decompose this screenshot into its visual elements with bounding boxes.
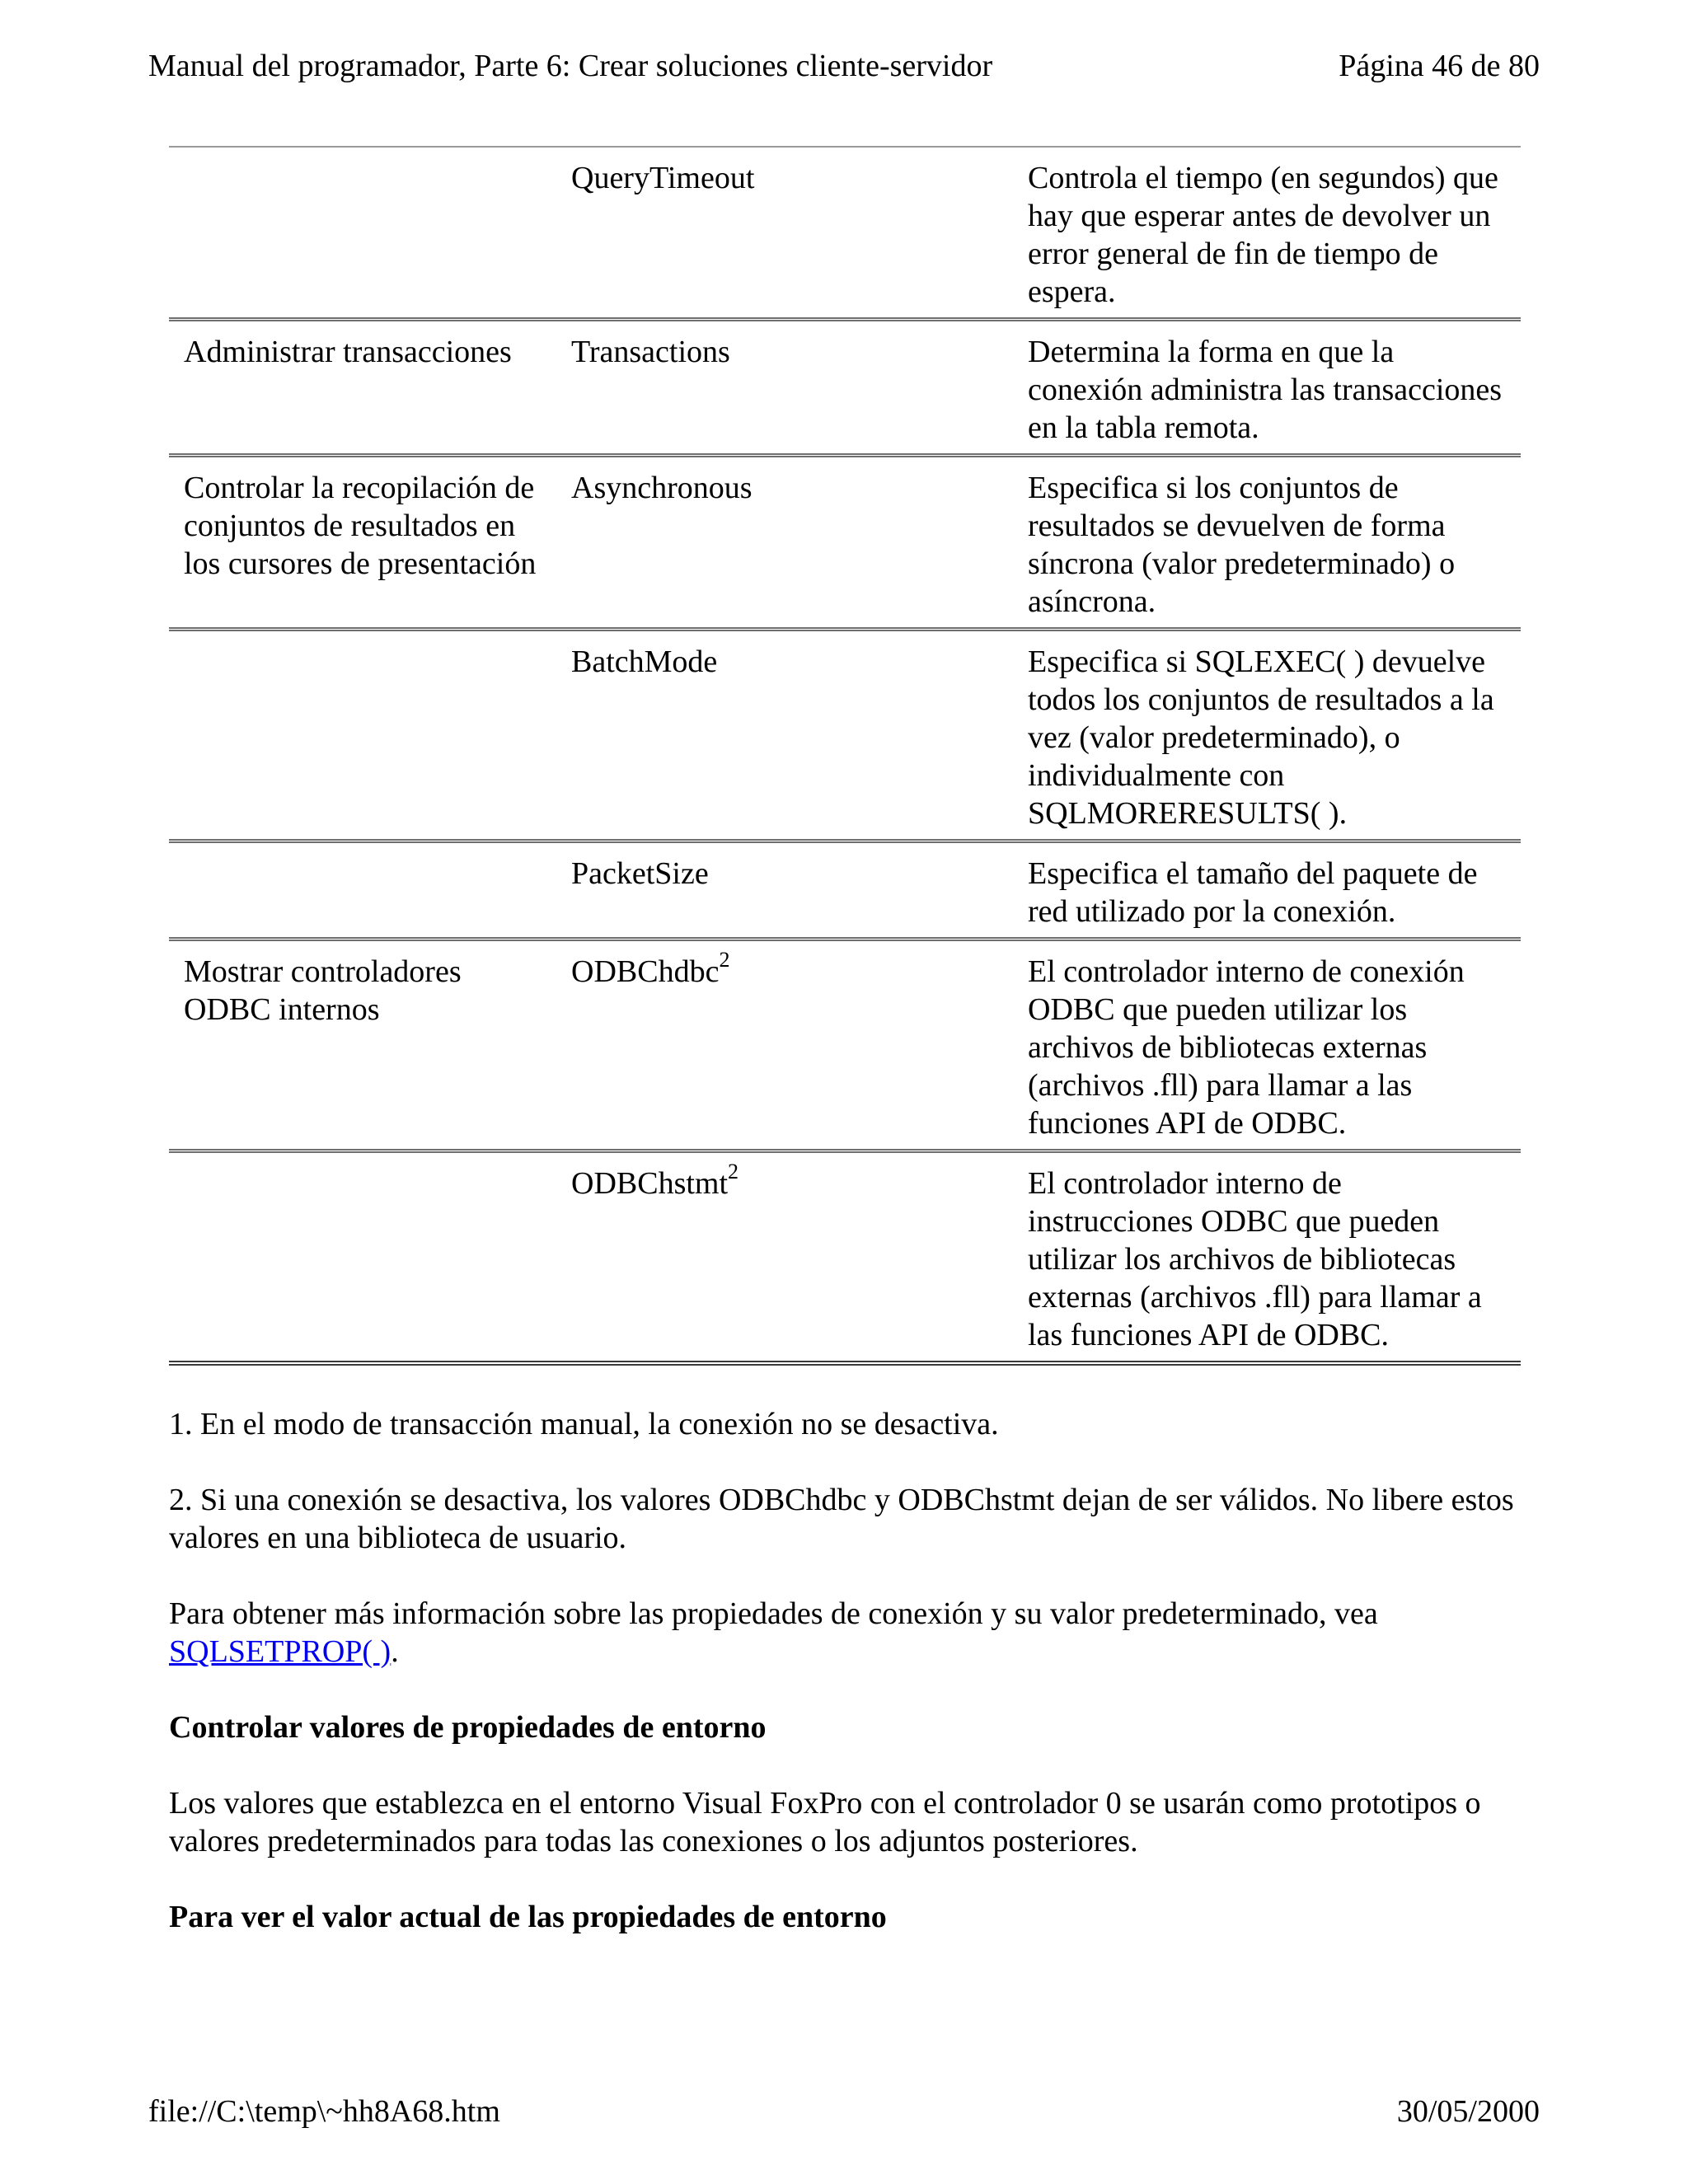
print-date: 30/05/2000 <box>1396 2094 1540 2129</box>
table-row <box>169 630 1521 841</box>
table-row <box>169 841 1521 940</box>
table-row <box>169 940 1521 1151</box>
info-text: Para obtener más información sobre las propiedades de conexión y su valor predeterminado, vea <box>169 1596 1378 1631</box>
info-period: . <box>391 1634 399 1669</box>
property-cell <box>556 147 1013 320</box>
footnote-ref: 2 <box>719 948 730 972</box>
info-paragraph <box>169 1595 1521 1671</box>
footnote-2: 2. Si una conexión se desactiva, los valores ODBChdbc y ODBChstmt dejan de ser válidos. No libere estos valores en una biblioteca de usuario. <box>169 1483 1514 1555</box>
description-cell: Especifica si SQLEXEC( ) devuelve todos los conjuntos de resultados a la vez (valor predeterminado), o individualmente con SQLMORERESULTS( ). <box>1013 630 1521 841</box>
property-name: ODBChdbc <box>571 954 720 989</box>
description-cell: El controlador interno de instrucciones ODBC que pueden utilizar los archivos de bibliotecas externas (archivos .fll) para llamar a las funciones API de ODBC. <box>1013 1151 1521 1364</box>
footnote-ref: 2 <box>728 1160 739 1184</box>
task-cell <box>169 1151 556 1364</box>
page-number: Página 46 de 80 <box>1339 49 1540 83</box>
section-paragraph: Los valores que establezca en el entorno Visual FoxPro con el controlador 0 se usarán como prototipos o valores predeterminados para todas las conexiones o los adjuntos posteriores. <box>169 1786 1481 1858</box>
table-row <box>169 147 1521 320</box>
description-cell: Controla el tiempo (en segundos) que hay que esperar antes de devolver un error general de fin de tiempo de espera. <box>1013 147 1521 320</box>
task-cell: Controlar la recopilación de conjuntos de resultados en los cursores de presentación <box>169 456 556 630</box>
property-name: QueryTimeout <box>571 161 755 195</box>
procedure-heading: Para ver el valor actual de las propiedades de entorno <box>169 1900 887 1934</box>
description-cell: Especifica el tamaño del paquete de red utilizado por la conexión. <box>1013 841 1521 940</box>
task-cell: Mostrar controladores ODBC internos <box>169 940 556 1151</box>
property-name: PacketSize <box>571 856 709 891</box>
table-row <box>169 1151 1521 1364</box>
task-cell <box>169 147 556 320</box>
property-name: ODBChstmt <box>571 1166 729 1201</box>
footnote-1: 1. En el modo de transacción manual, la conexión no se desactiva. <box>169 1407 999 1441</box>
property-cell <box>556 456 1013 630</box>
section-heading: Controlar valores de propiedades de entorno <box>169 1710 767 1745</box>
task-cell: Administrar transacciones <box>169 320 556 456</box>
property-name: BatchMode <box>571 644 718 679</box>
property-cell <box>556 841 1013 940</box>
task-cell <box>169 841 556 940</box>
page-footer <box>148 2093 1540 2131</box>
file-path: file://C:\temp\~hh8A68.htm <box>148 2094 500 2129</box>
property-cell <box>556 940 1013 1151</box>
description-cell: El controlador interno de conexión ODBC que pueden utilizar los archivos de bibliotecas externas (archivos .fll) para llamar a las funciones API de ODBC. <box>1013 940 1521 1151</box>
page-header <box>148 48 1540 86</box>
task-cell <box>169 630 556 841</box>
property-cell <box>556 320 1013 456</box>
document-title: Manual del programador, Parte 6: Crear soluciones cliente-servidor <box>148 49 993 83</box>
main-content <box>169 146 1521 1936</box>
property-cell <box>556 630 1013 841</box>
table-row <box>169 320 1521 456</box>
description-cell: Especifica si los conjuntos de resultados se devuelven de forma síncrona (valor predeterminado) o asíncrona. <box>1013 456 1521 630</box>
connection-properties-table <box>169 146 1521 1366</box>
description-cell: Determina la forma en que la conexión administra las transacciones en la tabla remota. <box>1013 320 1521 456</box>
property-cell <box>556 1151 1013 1364</box>
sqlsetprop-link[interactable]: SQLSETPROP( ) <box>169 1634 392 1669</box>
property-name: Transactions <box>571 335 730 369</box>
property-name: Asynchronous <box>571 471 753 505</box>
table-row <box>169 456 1521 630</box>
